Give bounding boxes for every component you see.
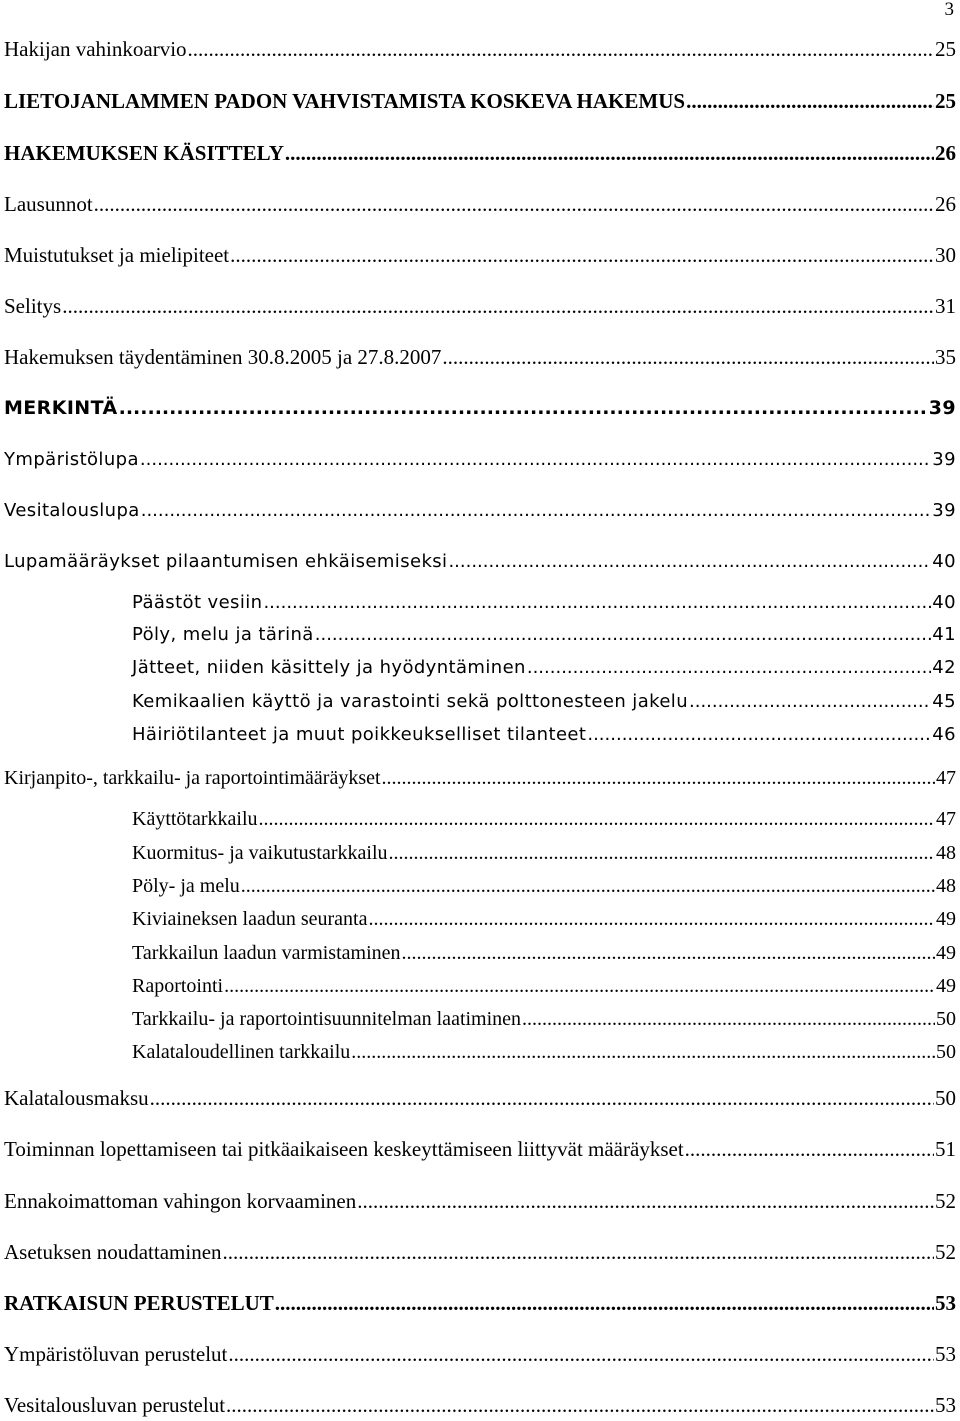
toc-entry-label: Muistutukset ja mielipiteet	[4, 243, 230, 267]
toc-entry[interactable]	[132, 623, 956, 647]
toc-entry[interactable]	[4, 1188, 956, 1214]
dot-leader	[686, 88, 934, 114]
toc-entry-page: 52	[935, 1240, 956, 1264]
toc-entry[interactable]	[4, 1085, 956, 1111]
toc-entry-page: 41	[932, 624, 956, 645]
toc-entry[interactable]	[132, 591, 956, 615]
toc-entry-label: MERKINTÄ	[4, 397, 118, 419]
toc-entry[interactable]	[4, 242, 956, 268]
toc-entry[interactable]	[4, 448, 956, 472]
toc-entry[interactable]	[4, 766, 956, 790]
dot-leader	[141, 499, 932, 523]
toc-entry-label: Raportointi	[132, 975, 224, 997]
toc-entry-label: Jätteet, niiden käsittely ja hyödyntäminen	[132, 657, 526, 678]
dot-leader	[382, 766, 935, 790]
toc-entry-label: Hakijan vahinkoarvio	[4, 37, 187, 61]
dot-leader	[527, 656, 931, 680]
toc-entry-label: Lupamääräykset pilaantumisen ehkäisemiseksi	[4, 551, 448, 572]
toc-entry-label: Pöly- ja melu	[132, 875, 240, 897]
toc-entry[interactable]	[132, 874, 956, 898]
toc-entry-page: 40	[932, 592, 956, 613]
toc-entry[interactable]	[132, 723, 956, 747]
toc-entry-page: 48	[936, 842, 956, 864]
toc-entry-label: Ennakoimattoman vahingon korvaaminen	[4, 1189, 357, 1213]
toc-entry-label: Kiviaineksen laadun seuranta	[132, 908, 368, 930]
dot-leader	[368, 907, 935, 931]
toc-entry-label: Päästöt vesiin	[132, 592, 263, 613]
toc-entry[interactable]	[4, 396, 956, 420]
toc-entry[interactable]	[4, 293, 956, 319]
dot-leader	[188, 36, 934, 62]
dot-leader	[285, 140, 934, 166]
dot-leader	[150, 1085, 934, 1111]
toc-entry[interactable]	[4, 36, 956, 62]
toc-entry-page: 39	[928, 397, 956, 419]
toc-entry-label: Kalatalousmaksu	[4, 1086, 149, 1110]
dot-leader	[351, 1040, 935, 1064]
toc-entry-label: HAKEMUKSEN KÄSITTELY	[4, 141, 284, 165]
toc-entry[interactable]	[4, 88, 956, 114]
dot-leader	[228, 1341, 934, 1367]
toc-entry-label: Kemikaalien käyttö ja varastointi sekä polttonesteen jakelu	[132, 691, 689, 712]
toc-entry-page: 25	[935, 37, 956, 61]
toc-entry-label: Lausunnot	[4, 192, 93, 216]
dot-leader	[241, 874, 935, 898]
toc-entry-label: Kalataloudellinen tarkkailu	[132, 1041, 351, 1063]
toc-entry[interactable]	[132, 1040, 956, 1064]
toc-entry-label: Ympäristölupa	[4, 449, 139, 470]
toc-entry-page: 53	[935, 1393, 956, 1417]
dot-leader	[389, 841, 935, 865]
dot-leader	[263, 591, 931, 615]
toc-entry-label: LIETOJANLAMMEN PADON VAHVISTAMISTA KOSKEVA HAKEMUS	[4, 89, 686, 113]
toc-entry-page: 49	[936, 942, 956, 964]
dot-leader	[448, 550, 931, 574]
toc-entry-page: 40	[932, 551, 956, 572]
dot-leader	[402, 941, 935, 965]
dot-leader	[442, 344, 934, 370]
toc-entry-label: Tarkkailu- ja raportointisuunnitelman laatiminen	[132, 1008, 522, 1030]
dot-leader	[315, 623, 932, 647]
toc-entry-page: 47	[936, 767, 956, 789]
toc-entry-page: 45	[932, 691, 956, 712]
dot-leader	[587, 723, 931, 747]
toc-entry-label: Toiminnan lopettamiseen tai pitkäaikaiseen keskeyttämiseen liittyvät määräykset	[4, 1137, 684, 1161]
toc-entry[interactable]	[132, 656, 956, 680]
toc-entry-label: Häiriötilanteet ja muut poikkeukselliset tilanteet	[132, 724, 587, 745]
toc-entry-page: 42	[932, 657, 956, 678]
toc-entry-page: 52	[935, 1189, 956, 1213]
toc-entry-label: Asetuksen noudattaminen	[4, 1240, 222, 1264]
dot-leader	[224, 974, 935, 998]
toc-entry-page: 39	[932, 449, 956, 470]
toc-entry-page: 26	[935, 141, 956, 165]
page-number: 3	[944, 0, 954, 20]
toc-entry[interactable]	[4, 1290, 956, 1316]
toc-entry[interactable]	[132, 1007, 956, 1031]
toc-entry[interactable]	[4, 344, 956, 370]
toc-entry-page: 48	[936, 875, 956, 897]
toc-entry[interactable]	[4, 499, 956, 523]
toc-entry-label: Käyttötarkkailu	[132, 808, 258, 830]
toc-entry-label: Vesitalouslupa	[4, 500, 140, 521]
dot-leader	[259, 807, 935, 831]
dot-leader	[685, 1136, 934, 1162]
toc-entry-page: 26	[935, 192, 956, 216]
dot-leader	[275, 1290, 934, 1316]
toc-entry[interactable]	[132, 841, 956, 865]
dot-leader	[62, 293, 934, 319]
dot-leader	[230, 242, 934, 268]
toc-entry-page: 53	[935, 1342, 956, 1366]
toc-entry-page: 35	[935, 345, 956, 369]
toc-entry[interactable]	[4, 1239, 956, 1265]
dot-leader	[140, 448, 931, 472]
dot-leader	[522, 1007, 935, 1031]
toc-entry[interactable]	[4, 550, 956, 574]
toc-entry-page: 51	[935, 1137, 956, 1161]
toc-entry-page: 49	[936, 908, 956, 930]
toc-entry[interactable]	[132, 690, 956, 714]
toc-entry-page: 50	[936, 1041, 956, 1063]
dot-leader	[223, 1239, 934, 1265]
toc-entry-page: 47	[936, 808, 956, 830]
toc-entry-label: Selitys	[4, 294, 62, 318]
toc-entry-page: 30	[935, 243, 956, 267]
toc-entry-page: 46	[932, 724, 956, 745]
toc-entry[interactable]	[4, 1136, 956, 1162]
toc-entry[interactable]	[132, 807, 956, 831]
toc-entry-label: RATKAISUN PERUSTELUT	[4, 1291, 274, 1315]
toc-entry-label: Kuormitus- ja vaikutustarkkailu	[132, 842, 388, 864]
toc-entry-label: Kirjanpito-, tarkkailu- ja raportointimääräykset	[4, 767, 381, 789]
toc-entry-label: Pöly, melu ja tärinä	[132, 624, 314, 645]
toc-entry-label: Hakemuksen täydentäminen 30.8.2005 ja 27.8.2007	[4, 345, 442, 369]
toc-entry[interactable]	[4, 1392, 956, 1418]
toc-entry-label: Tarkkailun laadun varmistaminen	[132, 942, 401, 964]
toc-entry-page: 31	[935, 294, 956, 318]
toc-entry-label: Ympäristöluvan perustelut	[4, 1342, 228, 1366]
toc-entry[interactable]	[132, 974, 956, 998]
toc-entry[interactable]	[4, 191, 956, 217]
dot-leader	[689, 690, 931, 714]
toc-entry[interactable]	[132, 941, 956, 965]
dot-leader	[94, 191, 934, 217]
toc-entry-page: 50	[935, 1086, 956, 1110]
toc-entry-page: 53	[935, 1291, 956, 1315]
toc-entry-page: 49	[936, 975, 956, 997]
toc-entry-page: 39	[932, 500, 956, 521]
toc-entry-page: 25	[935, 89, 956, 113]
toc-entry-label: Vesitalousluvan perustelut	[4, 1393, 226, 1417]
dot-leader	[357, 1188, 934, 1214]
toc-entry[interactable]	[4, 1341, 956, 1367]
toc-entry[interactable]	[4, 140, 956, 166]
dot-leader	[226, 1392, 934, 1418]
toc-entry[interactable]	[132, 907, 956, 931]
dot-leader	[119, 396, 928, 420]
toc-entry-page: 50	[936, 1008, 956, 1030]
